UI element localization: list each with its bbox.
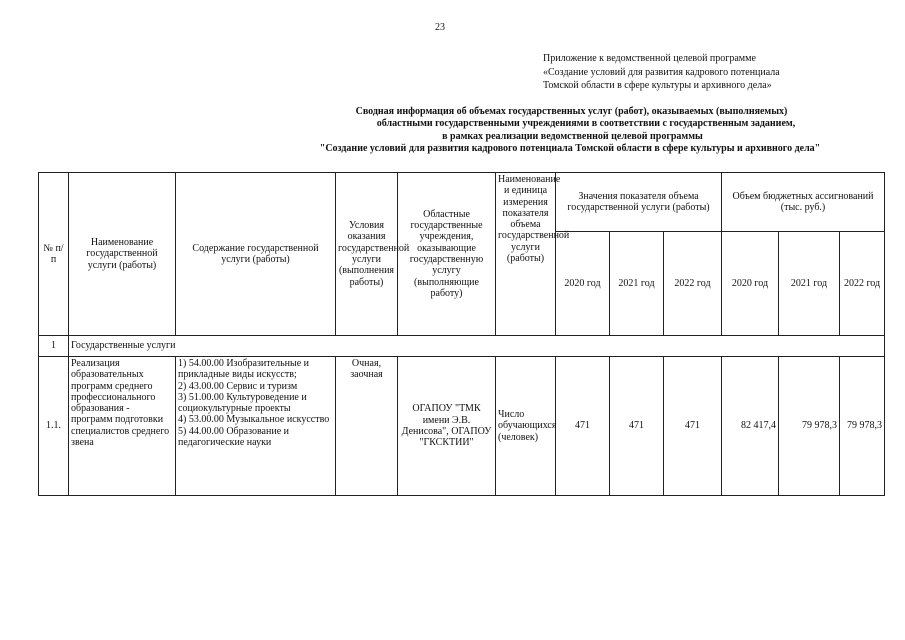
group-label: Государственные услуги: [69, 336, 885, 357]
row-budget-2022: 79 978,3: [840, 357, 885, 496]
row-num: 1.1.: [39, 357, 69, 496]
appendix-line: Приложение к ведомственной целевой программе: [543, 53, 756, 64]
row-institutions: ОГАПОУ "ТМК имени Э.В. Денисова", ОГАПОУ "ГКСКТИИ": [398, 357, 496, 496]
group-num: 1: [39, 336, 69, 357]
table-row: [39, 357, 885, 496]
content-item: 3) 51.00.00 Культуроведение и социокультурные проекты: [178, 391, 307, 415]
title-line: областными государственными учреждениями в соответствии с государственным заданием,: [376, 118, 796, 130]
page-number: 23: [435, 22, 445, 33]
header-budget-2021: 2021 год: [779, 232, 840, 336]
header-budget-2020: 2020 год: [722, 232, 779, 336]
appendix-note: [543, 52, 780, 93]
row-conditions: Очная, заочная: [336, 357, 398, 496]
table-row: [39, 336, 885, 357]
header-volume-2022: 2022 год: [664, 232, 722, 336]
header-budget-group: [722, 173, 885, 232]
header-budget-title: Объем бюджетных ассигнований: [732, 190, 874, 202]
row-content: [176, 357, 336, 496]
header-content: Содержание государственной услуги (работы): [176, 173, 336, 336]
title-line: "Создание условий для развития кадрового потенциала Томской области в сфере культуры и архивного дела": [319, 142, 821, 154]
row-budget-2020: 82 417,4: [722, 357, 779, 496]
row-indicator: Число обучающихся (человек): [496, 357, 556, 496]
header-num: № п/п: [39, 173, 69, 336]
document-title: [240, 106, 900, 155]
title-line: в рамках реализации ведомственной целевой программы: [442, 130, 703, 142]
row-budget-2021: 79 978,3: [779, 357, 840, 496]
row-volume-2021: 471: [610, 357, 664, 496]
appendix-line: Томской области в сфере культуры и архивного дела»: [543, 80, 772, 91]
row-volume-2020: 471: [556, 357, 610, 496]
header-service-name: Наименование государственной услуги (работы): [69, 173, 176, 336]
header-indicator-unit: Наименование и единица измерения показателя объема государственной услуги (работы): [496, 173, 556, 336]
header-volume-2021: 2021 год: [610, 232, 664, 336]
row-volume-2022: 471: [664, 357, 722, 496]
row-service-name: Реализация образовательных программ среднего профессионального образования - программ подготовки специалистов среднего звена: [69, 357, 176, 496]
title-line: Сводная информация об объемах государственных услуг (работ), оказываемых (выполняемых): [355, 106, 788, 117]
content-item: 1) 54.00.00 Изобразительные и прикладные виды искусств;: [178, 358, 309, 381]
header-budget-2022: 2022 год: [840, 232, 885, 336]
header-conditions: Условия оказания государственной услуги (выполнения работы): [336, 173, 398, 336]
appendix-line: «Создание условий для развития кадрового потенциала: [543, 66, 780, 78]
services-table: [38, 172, 885, 496]
header-volume-group: Значения показателя объема государственной услуги (работы): [556, 173, 722, 232]
header-volume-2020: 2020 год: [556, 232, 610, 336]
table-header-row: [39, 173, 885, 232]
header-budget-unit: (тыс. руб.): [780, 202, 826, 213]
content-item: 4) 53.00.00 Музыкальное искусство: [178, 414, 330, 426]
header-institutions: Областные государственные учреждения, оказывающие государственную услугу (выполняющие работу): [398, 173, 496, 336]
content-item: 2) 43.00.00 Сервис и туризм: [178, 380, 298, 392]
content-item: 5) 44.00.00 Образование и педагогические науки: [178, 425, 289, 449]
